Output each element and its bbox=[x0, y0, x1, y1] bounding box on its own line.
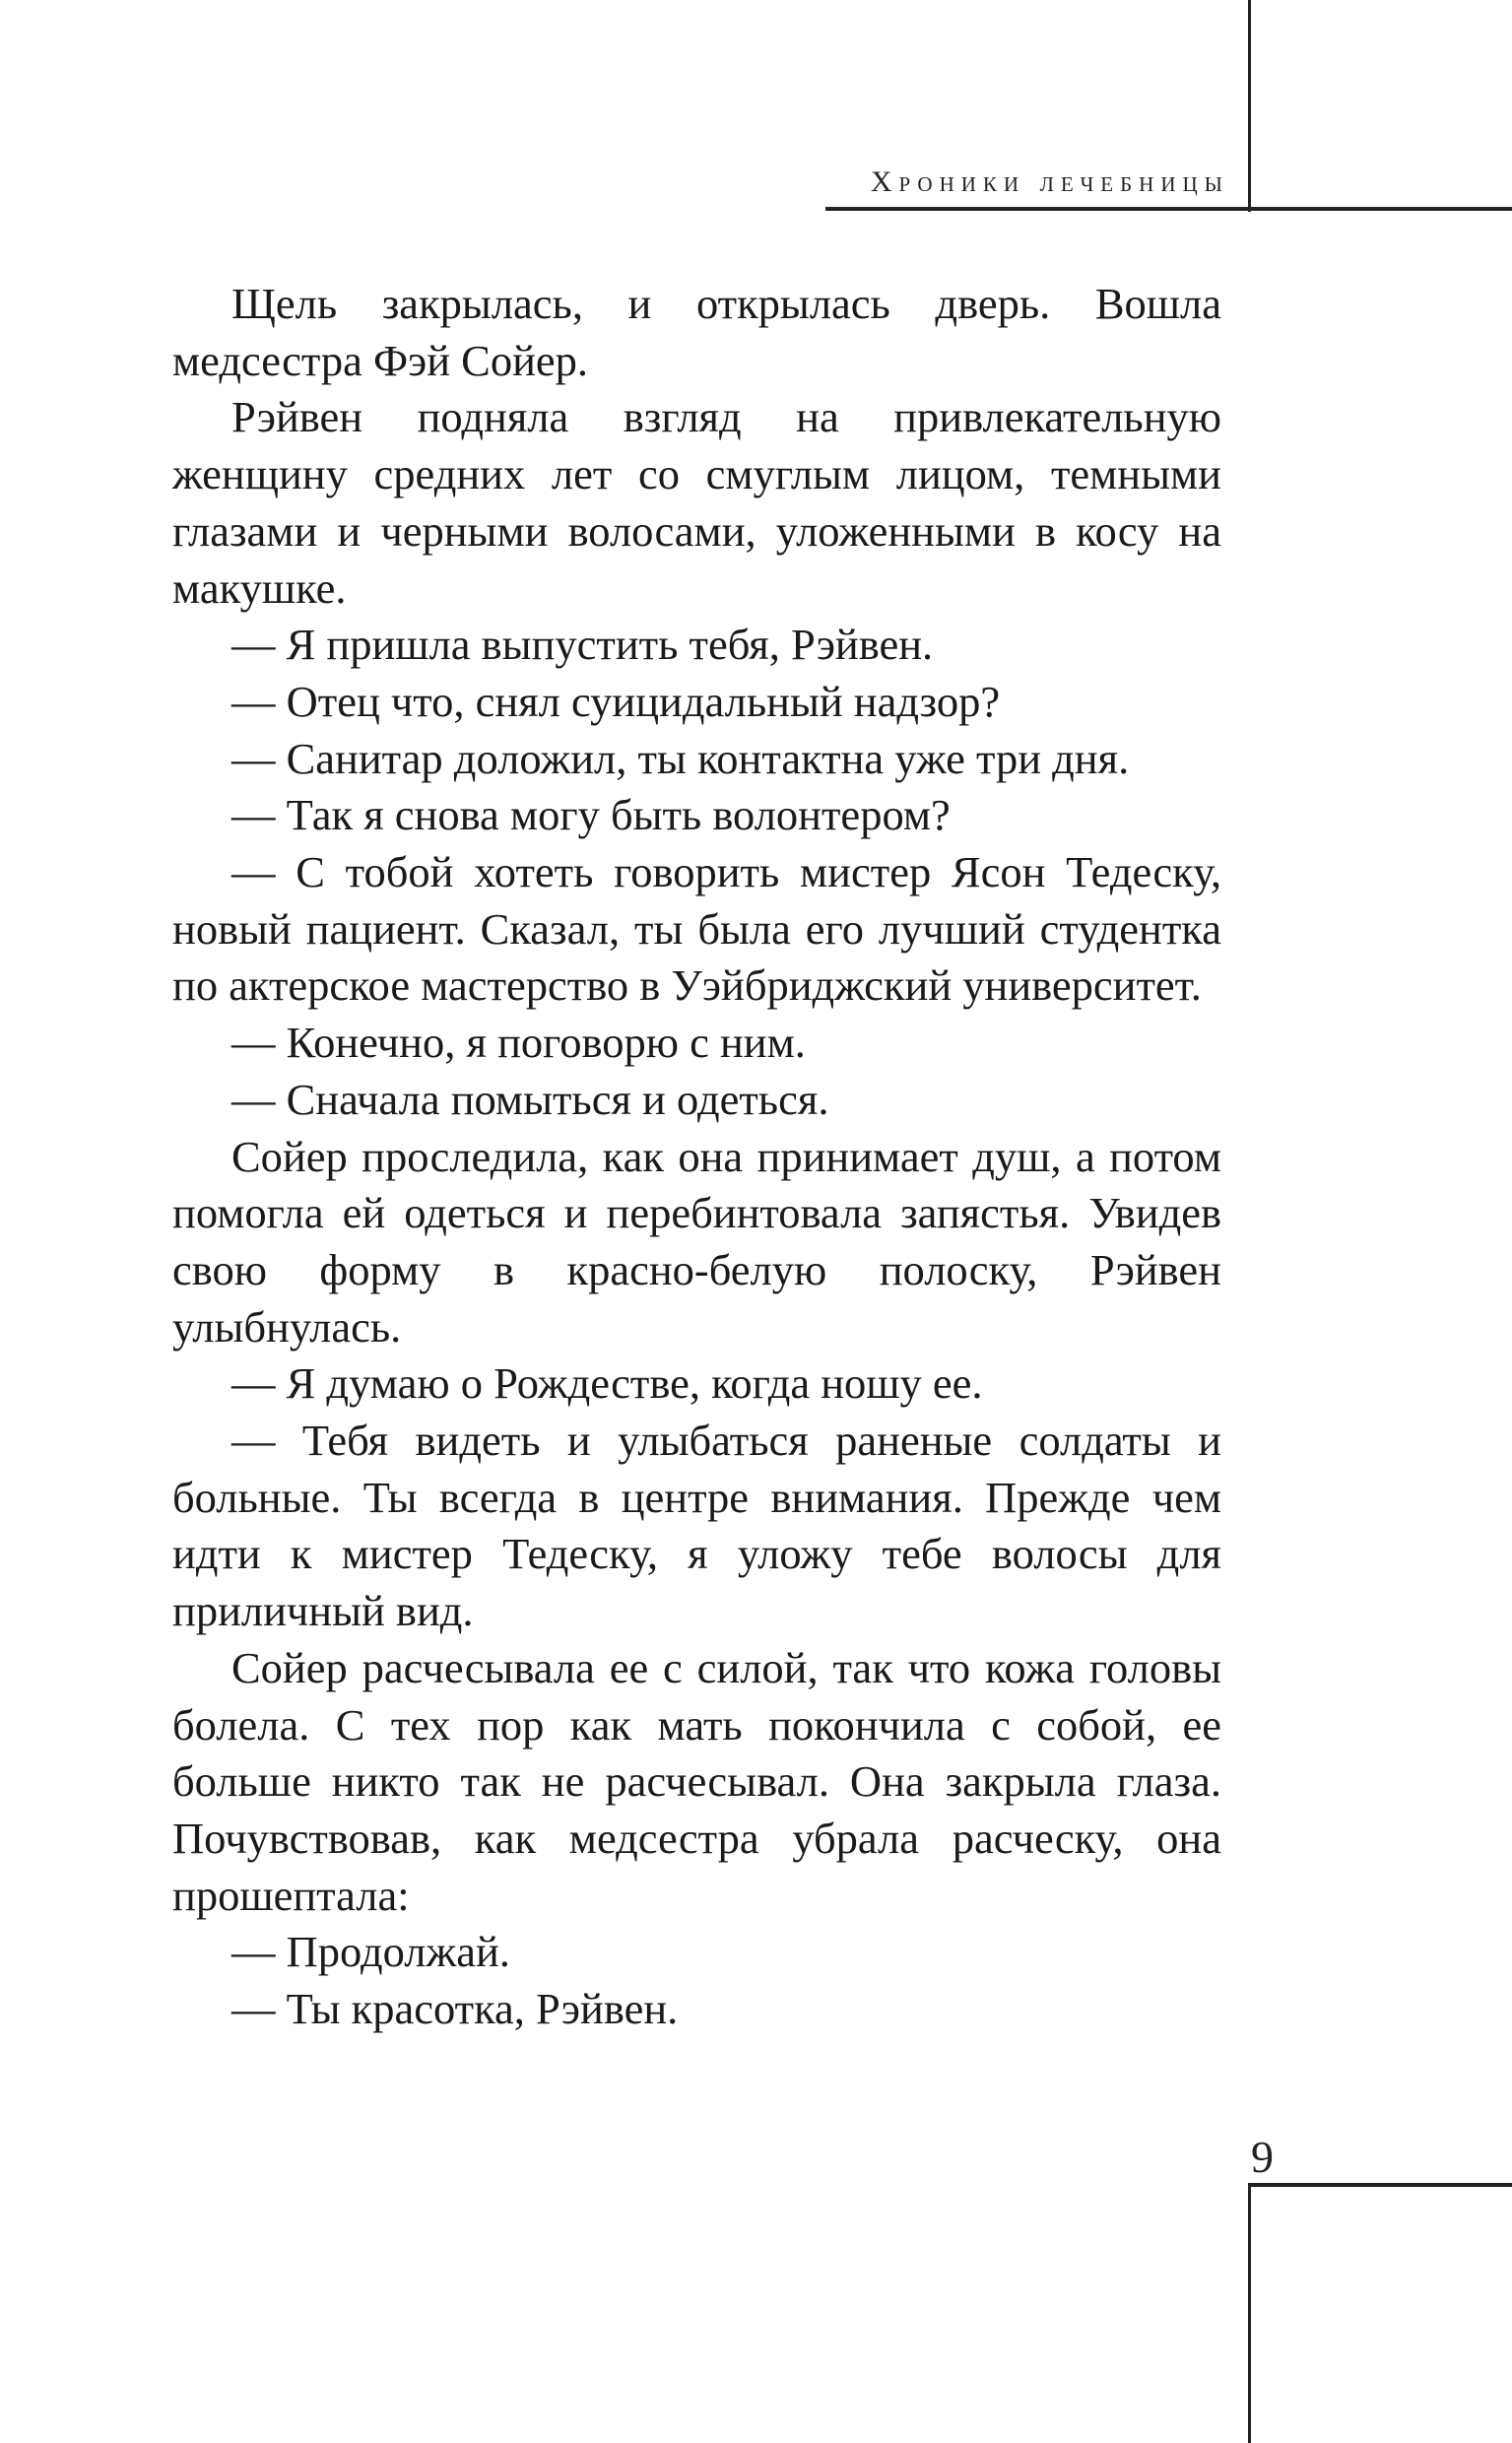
footer-rule bbox=[1248, 2183, 1512, 2187]
paragraph: Сойер расчесывала ее с силой, так что кожа головы болела. С тех пор как мать покончила с собой, ее больше никто так не расчесывал. Она закрыла глаза. Почувствовав, как медсестра убрала расческу, она прошептала: bbox=[172, 1642, 1221, 1920]
paragraph: Сойер проследила, как она принимает душ, а потом помогла ей одеться и перебинтовала запястья. Увидев свою форму в красно-белую полоску, Рэйвен улыбнулась. bbox=[172, 1131, 1221, 1352]
paragraph: Рэйвен подняла взгляд на привлекательную женщину средних лет со смуглым лицом, темными глазами и черными волосами, уложенными в косу на макушке. bbox=[172, 392, 1221, 613]
paragraph: — Санитар доложил, ты контактна уже три дня. bbox=[231, 733, 1130, 783]
paragraph: — Продолжай. bbox=[231, 1927, 510, 1977]
paragraph: — Я пришла выпустить тебя, Рэйвен. bbox=[231, 620, 934, 670]
top-vertical-rule bbox=[1248, 0, 1251, 212]
bottom-vertical-rule bbox=[1248, 2183, 1251, 2443]
paragraph: Щель закрылась, и открылась дверь. Вошла медсестра Фэй Сойер. bbox=[172, 279, 1221, 385]
paragraph: — Ты красотка, Рэйвен. bbox=[231, 1984, 679, 2034]
paragraph: — Тебя видеть и улыбаться раненые солдаты и больные. Ты всегда в центре внимания. Прежде чем идти к мистер Тедеску, я уложу тебе волосы для приличный вид. bbox=[172, 1416, 1221, 1636]
paragraph: — Сначала помыться и одеться. bbox=[231, 1074, 829, 1124]
header-rule bbox=[825, 207, 1512, 211]
paragraph: — Я думаю о Рождестве, когда ношу ее. bbox=[231, 1358, 983, 1409]
body-text bbox=[172, 276, 1221, 2038]
paragraph: — С тобой хотеть говорить мистер Ясон Тедеску, новый пациент. Сказал, ты была его лучший студентка по актерское мастерство в Уэйбриджский университет. bbox=[172, 847, 1221, 1011]
running-head: Хроники лечебницы bbox=[870, 165, 1229, 198]
paragraph: — Конечно, я поговорю с ним. bbox=[231, 1018, 806, 1068]
paragraph: — Так я снова могу быть волонтером? bbox=[231, 790, 951, 840]
page-number: 9 bbox=[1251, 2132, 1274, 2182]
paragraph: — Отец что, снял суицидальный надзор? bbox=[231, 676, 1001, 726]
